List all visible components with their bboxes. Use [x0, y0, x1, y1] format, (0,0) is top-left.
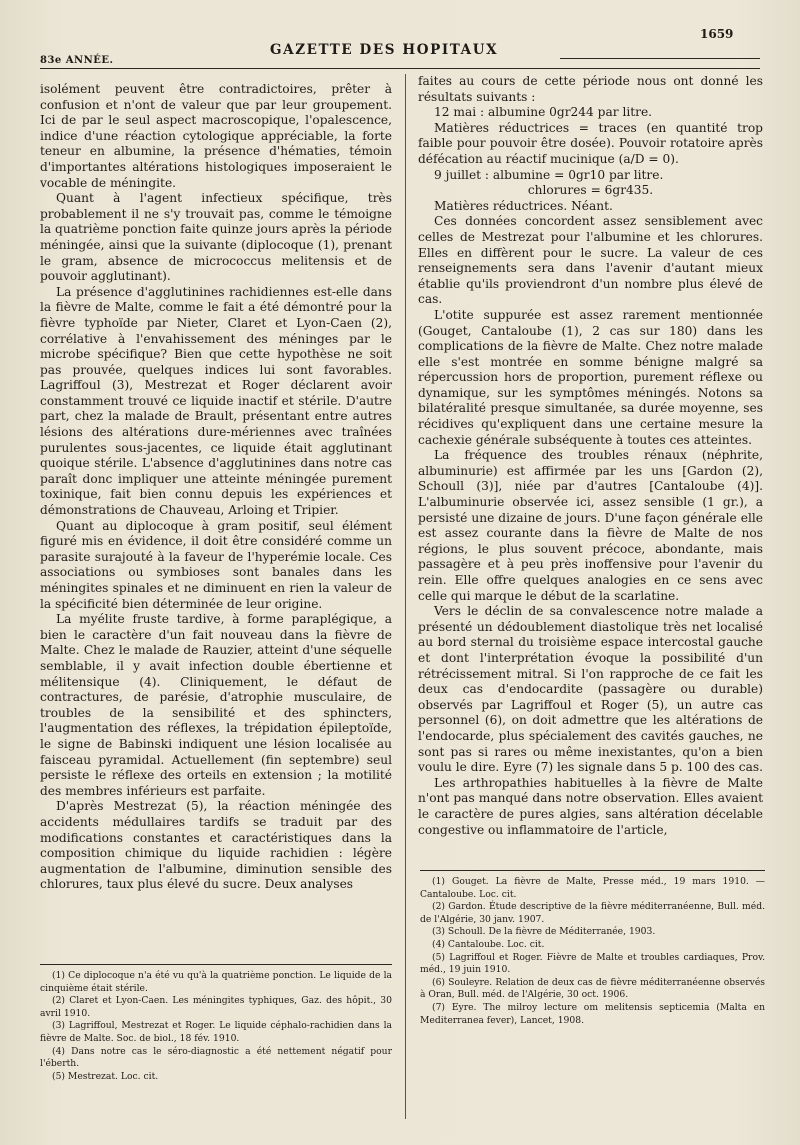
paragraph: chlorures = 6gr435.: [527, 183, 654, 198]
footnote: (7) Eyre. The milroy lecture om melitensis septicemia (Malta en Mediterranea fever), Lancet, 1908.: [420, 1001, 765, 1026]
paragraph: La fréquence des troubles rénaux (néphrite, albuminurie) est affirmée par les uns [Gardon (2), Schoull (3)], niée par d'autres [Cantaloube (4)]. L'albuminurie observée ici, assez sensible (1 gr.), a persisté une dizaine de jours. D'une façon générale elle est assez courante dans la fièvre de Malte de nos régions, le plus souvent précoce, abondante, mais passagère et à peu près inoffensive pour l'avenir du rein. Elle offre quelques analogies en ce sens avec celle qui marque le début de la scarlatine.: [418, 448, 763, 603]
header-rule-short: [560, 58, 760, 59]
paragraph: Ces données concordent assez sensiblement avec celles de Mestrezat pour l'albumine et les chlorures. Elles en diffèrent pour le sucre. La valeur de ces renseignements sera dans l'avenir d'autant mieux établie qu'ils proviendront d'un nombre plus élevé de cas.: [418, 214, 763, 307]
paragraph: Matières réductrices. Néant.: [434, 198, 613, 213]
paragraph: D'après Mestrezat (5), la réaction méningée des accidents médullaires tardifs se traduit par des modifications constantes et caractéristiques dans la composition chimique du liquide rachidien : légère augmentation de l'albumine, diminution sensible des chlorures, taux plus élevé du sucre. Deux analyses: [40, 799, 392, 892]
footnote: (4) Dans notre cas le séro-diagnostic a été nettement négatif pour l'éberth.: [40, 1045, 392, 1070]
header-rule: [40, 68, 760, 69]
left-column: [40, 82, 392, 893]
paragraph: isolément peuvent être contradictoires, prêter à confusion et n'ont de valeur que par leur groupement. Ici de par le seul aspect macroscopique, l'opalescence, indice d'une réaction cytologique appréciable, la forte teneur en albumine, la présence d'hématies, témoin d'importantes altérations histologiques imposeraient le vocable de méningite.: [40, 82, 392, 190]
footnote: (3) Lagriffoul, Mestrezat et Roger. Le liquide céphalo-rachidien dans la fièvre de Malte. Soc. de biol., 18 fév. 1910.: [40, 1020, 392, 1044]
paragraph: 12 mai : albumine 0gr244 par litre.: [434, 105, 653, 120]
left-footnotes: [40, 970, 392, 1083]
column-divider: [405, 74, 406, 1119]
paragraph: Les arthropathies habituelles à la fièvre de Malte n'ont pas manqué dans notre observation. Elles avaient le caractère de pures algies, sans altération décelable congestive ou inflammatoire de l'article,: [418, 775, 763, 837]
footnote: (5) Mestrezat. Loc. cit.: [52, 1070, 159, 1082]
footnote: (2) Claret et Lyon-Caen. Les méningites typhiques, Gaz. des hôpit., 30 avril 1910.: [40, 995, 392, 1019]
paragraph: Quant à l'agent infectieux spécifique, très probablement il ne s'y trouvait pas, comme le témoigne la quatrième ponction faite quinze jours après la période méningée, ainsi que la suivante (diplocoque (1), prenant le gram, absence de micrococcus melitensis et de pouvoir agglutinant).: [40, 191, 392, 284]
footnote: (2) Gardon. Étude descriptive de la fièvre méditerranéenne, Bull. méd. de l'Algérie, 30 janv. 1907.: [420, 901, 765, 925]
paragraph: La présence d'agglutinines rachidiennes est-elle dans la fièvre de Malte, comme le fait a été démontré pour la fièvre typhoïde par Nieter, Claret et Lyon-Caen (2), corrélative à l'envahissement des méninges par le microbe spécifique? Bien que cette hypothèse ne soit pas prouvée, quelques indices lui sont favorables. Lagriffoul (3), Mestrezat et Roger déclarent avoir constamment trouvé ce liquide inactif et stérile. D'autre part, chez la malade de Brault, présentant entre autres lésions des altérations dure-mériennes avec traînées purulentes sous-jacentes, ce liquide était agglutinant quoique stérile. L'absence d'agglutinines dans notre cas paraît donc impliquer une atteinte méningée purement toxinique, fait bien connu depuis les expériences et démonstrations de Chauveau, Arloing et Tripier.: [40, 284, 392, 518]
paragraph: Quant au diplocoque à gram positif, seul élément figuré mis en évidence, il doit être considéré comme un parasite surajouté à la faveur de l'hyperémie locale. Ces associations ou symbioses sont banales dans les méningites spinales et ne diminuent en rien la valeur de la spécificité bien déterminée de leur origine.: [40, 518, 392, 611]
footnote: (1) Ce diplocoque n'a été vu qu'à la quatrième ponction. Le liquide de la cinquième était stérile.: [40, 970, 392, 994]
paragraph: 9 juillet : albumine = 0gr10 par litre.: [434, 167, 664, 182]
paragraph: Vers le déclin de sa convalescence notre malade a présenté un dédoublement diastolique très net localisé au bord sternal du troisième espace intercostal gauche et dont l'interprétation évoque la possibilité d'un rétrécissement mitral. Si l'on rapproche de ce fait les deux cas d'endocardite (passagère ou durable) observés par Lagriffoul et Roger (5), un autre cas personnel (6), on doit admettre que les altérations de l'endocarde, plus spécialement des cavités gauches, ne sont pas si rares ou même inexistantes, qu'on a bien voulu le dire. Eyre (7) les signale dans 5 p. 100 des cas.: [418, 604, 764, 775]
footnote: (6) Souleyre. Relation de deux cas de fièvre méditerranéenne observés à Oran, Bull. méd. de l'Algérie, 30 oct. 1906.: [420, 976, 765, 1001]
paragraph: Matières réductrices = traces (en quantité trop faible pour pouvoir être dosée). Pouvoir rotatoire après défécation au réactif mucinique (a/D = 0).: [418, 120, 763, 166]
paragraph: L'otite suppurée est assez rarement mentionnée (Gouget, Cantaloube (1), 2 cas sur 180) dans les complications de la fièvre de Malte. Chez notre malade elle s'est montrée en somme bénigne malgré sa répercussion hors de proportion, purement réflexe ou dynamique, sur les symptômes méningés. Notons sa bilatéralité presque simultanée, sa durée moyenne, ses récidives qu'expliquent dans une certaine mesure la cachexie générale subséquente à toutes ces atteintes.: [418, 307, 763, 447]
right-footnote-rule: [420, 870, 765, 871]
footnote: (4) Cantaloube. Loc. cit.: [432, 938, 545, 950]
footnote: (1) Gouget. La fièvre de Malte, Presse méd., 19 mars 1910. — Cantaloube. Loc. cit.: [420, 876, 765, 900]
paragraph: faites au cours de cette période nous ont donné les résultats suivants :: [418, 74, 763, 104]
journal-title: GAZETTE DES HOPITAUX: [270, 42, 499, 58]
footnote: (5) Lagriffoul et Roger. Fièvre de Malte et troubles cardiaques, Prov. méd., 19 juin 1910.: [420, 951, 765, 976]
paragraph: La myélite fruste tardive, à forme paraplégique, a bien le caractère d'un fait nouveau dans la fièvre de Malte. Chez le malade de Rauzier, atteint d'une séquelle semblable, il y avait infection double ébertienne et mélitensique (4). Cliniquement, le défaut de contractures, de parésie, d'atrophie musculaire, de troubles de la sensibilité et des sphincters, l'augmentation des réflexes, la trépidation épileptoïde, le signe de Babinski indiquent une lésion localisée au faisceau pyramidal. Actuellement (fin septembre) seul persiste le réflexe des orteils en extension ; la motilité des membres inférieurs est parfaite.: [40, 612, 392, 798]
right-column: [418, 74, 763, 838]
year-label: 83e ANNÉE.: [40, 55, 114, 66]
footnote: (3) Schoull. De la fièvre de Méditerranée, 1903.: [432, 926, 656, 938]
right-footnotes: [420, 876, 765, 1027]
left-footnote-rule: [40, 964, 392, 965]
page-number: 1659: [700, 27, 734, 41]
